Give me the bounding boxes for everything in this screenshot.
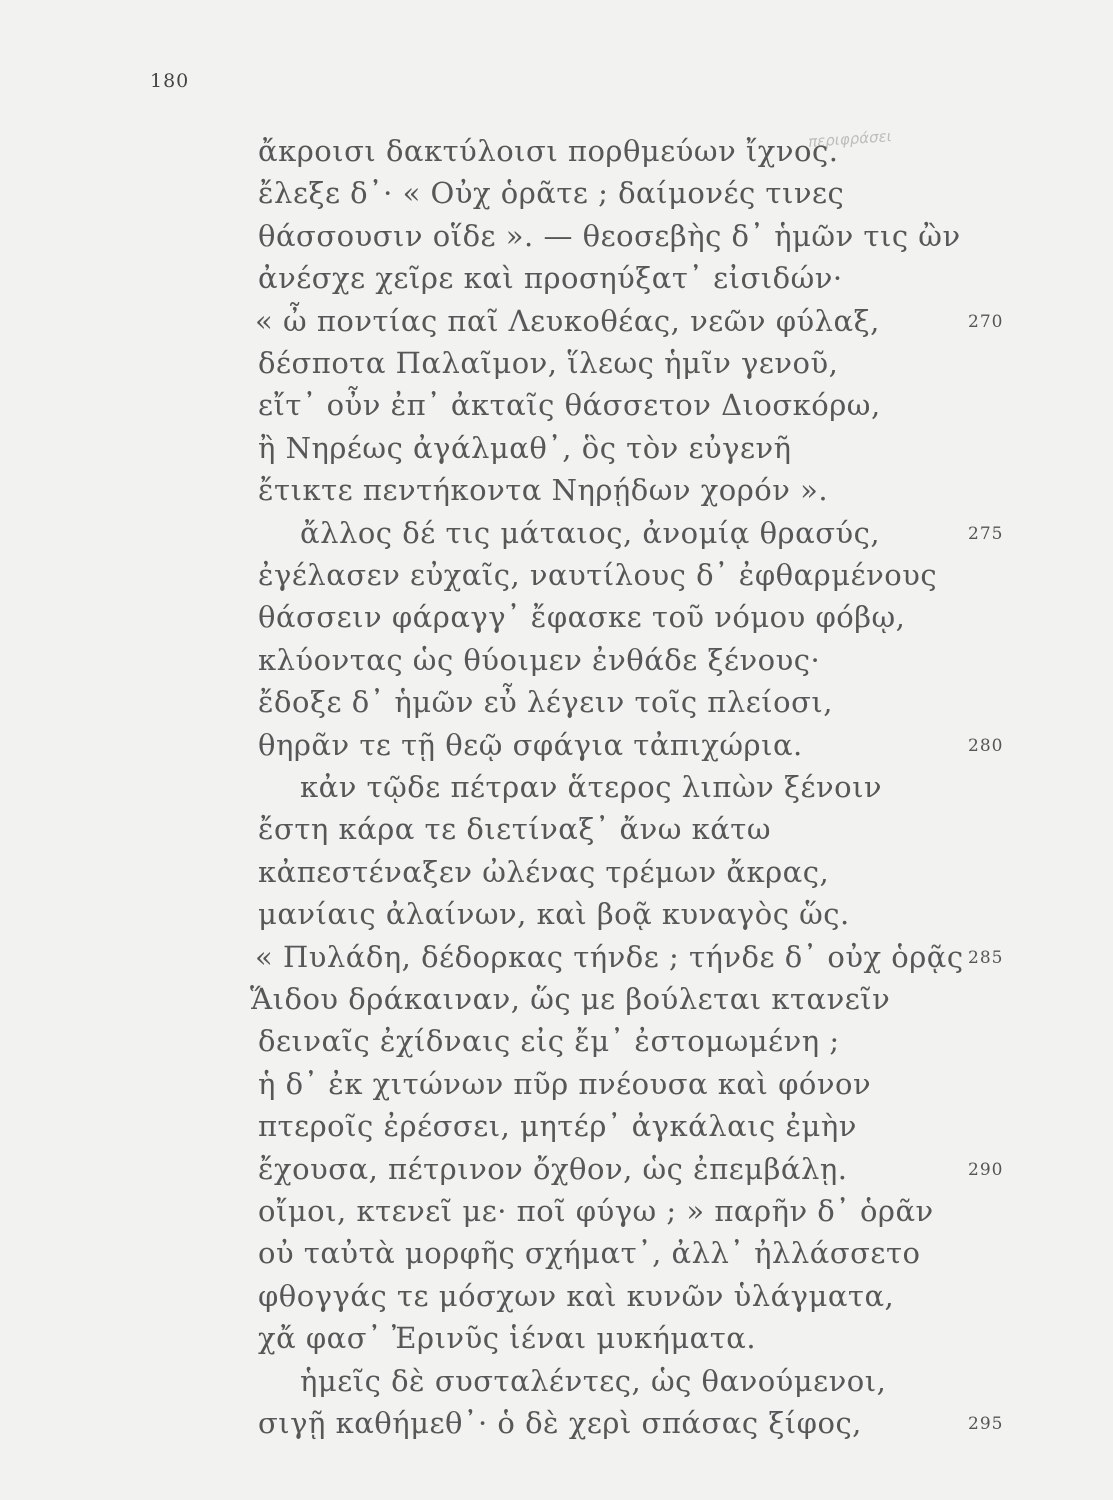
verse-line: [0, 812, 1113, 852]
margin-note: περιφράσει: [807, 127, 893, 151]
line-number: 270: [968, 311, 1004, 332]
verse-text: δέσποτα Παλαῖμον, ἵλεως ἡμῖν γενοῦ,: [258, 346, 839, 380]
verse-line: [0, 516, 1113, 556]
line-number: 280: [968, 735, 1004, 756]
line-number: 290: [968, 1159, 1004, 1180]
verse-line: [0, 304, 1113, 344]
verse-text: θηρᾶν τε τῇ θεῷ σφάγια τἀπιχώρια.: [258, 727, 803, 762]
verse-line: [0, 897, 1113, 937]
verse-line: [0, 431, 1113, 471]
verse-text: ἔστη κάρα τε διετίναξ᾽ ἄνω κάτω: [258, 812, 771, 847]
verse-text: δειναῖς ἐχίδναις εἰς ἔμ᾽ ἐστομωμένη ;: [258, 1024, 840, 1059]
verse-text: « ὦ ποντίας παῖ Λευκοθέας, νεῶν φύλαξ,: [255, 303, 880, 338]
line-number: 275: [968, 523, 1004, 544]
verse-line: [0, 1067, 1113, 1107]
verse-text: ἄλλος δέ τις μάταιος, ἀνομίᾳ θρασύς,: [300, 515, 881, 550]
verse-line: [0, 1321, 1113, 1361]
verse-text: χἄ φασ᾽ Ἐρινῦς ἱέναι μυκήματα.: [258, 1321, 757, 1356]
verse-line: [0, 473, 1113, 513]
verse-line: [0, 1236, 1113, 1276]
verse-line: [0, 134, 1113, 174]
verse-line: [0, 855, 1113, 895]
verse-line: [0, 176, 1113, 216]
verse-text: εἴτ᾽ οὖν ἐπ᾽ ἀκταῖς θάσσετον Διοσκόρω,: [258, 388, 881, 423]
verse-text: οὐ ταὐτὰ μορφῆς σχήματ᾽, ἀλλ᾽ ἠλλάσσετο: [258, 1236, 921, 1271]
verse-line: [0, 1152, 1113, 1192]
verse-text: ἀνέσχε χεῖρε καὶ προσηύξατ᾽ εἰσιδών·: [258, 261, 843, 296]
verse-text: ἔχουσα, πέτρινον ὄχθον, ὡς ἐπεμβάλῃ.: [258, 1151, 848, 1186]
verse-text: ἔλεξε δ᾽· « Οὐχ ὁρᾶτε ; δαίμονές τινες: [258, 176, 845, 211]
verse-text: « Πυλάδη, δέδορκας τήνδε ; τήνδε δ᾽ οὐχ ὁρᾷς: [255, 939, 964, 974]
verse-text: θάσσειν φάραγγ᾽ ἔφασκε τοῦ νόμου φόβῳ,: [258, 600, 906, 635]
verse-line: [0, 1406, 1113, 1446]
verse-line: [0, 1194, 1113, 1234]
verse-line: [0, 982, 1113, 1022]
verse-text: ἄκροισι δακτύλοισι πορθμεύων ἴχνος.: [258, 134, 839, 168]
verse-text: ἢ Νηρέως ἀγάλμαθ᾽, ὃς τὸν εὐγενῆ: [258, 430, 792, 465]
verse-text: ἡ δ᾽ ἐκ χιτώνων πῦρ πνέουσα καὶ φόνον: [258, 1066, 872, 1101]
line-number: 295: [968, 1414, 1004, 1434]
verse-line: [0, 940, 1113, 980]
verse-line: [0, 643, 1113, 683]
verse-line: [0, 770, 1113, 810]
verse-text: ἔδοξε δ᾽ ἡμῶν εὖ λέγειν τοῖς πλείοσι,: [258, 685, 833, 720]
verse-line: [0, 728, 1113, 768]
verse-text: σιγῇ καθήμεθ᾽· ὁ δὲ χερὶ σπάσας ξίφος,: [258, 1406, 862, 1440]
verse-line: [0, 558, 1113, 598]
verse-line: [0, 600, 1113, 640]
verse-text: ἡμεῖς δὲ συσταλέντες, ὡς θανούμενοι,: [300, 1363, 887, 1398]
verse-text: μανίαις ἀλαίνων, καὶ βοᾷ κυναγὸς ὥς.: [258, 897, 850, 932]
verse-line: [0, 1024, 1113, 1064]
verse-text: θάσσουσιν οἵδε ». — θεοσεβὴς δ᾽ ἡμῶν τις ὢν: [258, 218, 961, 253]
verse-line: [0, 685, 1113, 725]
verse-line: [0, 346, 1113, 386]
line-number: 285: [968, 947, 1004, 968]
verse-line: [0, 1364, 1113, 1404]
verse-text: φθογγάς τε μόσχων καὶ κυνῶν ὑλάγματα,: [258, 1278, 895, 1313]
verse-line: [0, 261, 1113, 301]
page-number: 180: [150, 70, 190, 92]
verse-line: [0, 1109, 1113, 1149]
verse-text: ἐγέλασεν εὐχαῖς, ναυτίλους δ᾽ ἐφθαρμένους: [258, 558, 938, 592]
verse-text: Ἅιδου δράκαιναν, ὥς με βούλεται κτανεῖν: [250, 982, 891, 1016]
verse-line: [0, 219, 1113, 259]
verse-line: [0, 1279, 1113, 1319]
verse-line: [0, 388, 1113, 428]
verse-text: οἴμοι, κτενεῖ με· ποῖ φύγω ; » παρῆν δ᾽ ὁρᾶν: [258, 1194, 934, 1228]
verse-text: ἔτικτε πεντήκοντα Νηρῄδων χορόν ».: [258, 473, 829, 508]
verse-text: κἀπεστέναξεν ὠλένας τρέμων ἄκρας,: [258, 854, 830, 889]
verse-text: κἀν τῷδε πέτραν ἅτερος λιπὼν ξένοιν: [300, 770, 883, 804]
verse-text: κλύοντας ὡς θύοιμεν ἐνθάδε ξένους·: [258, 642, 821, 677]
verse-text: πτεροῖς ἐρέσσει, μητέρ᾽ ἀγκάλαις ἐμὴν: [258, 1109, 857, 1144]
